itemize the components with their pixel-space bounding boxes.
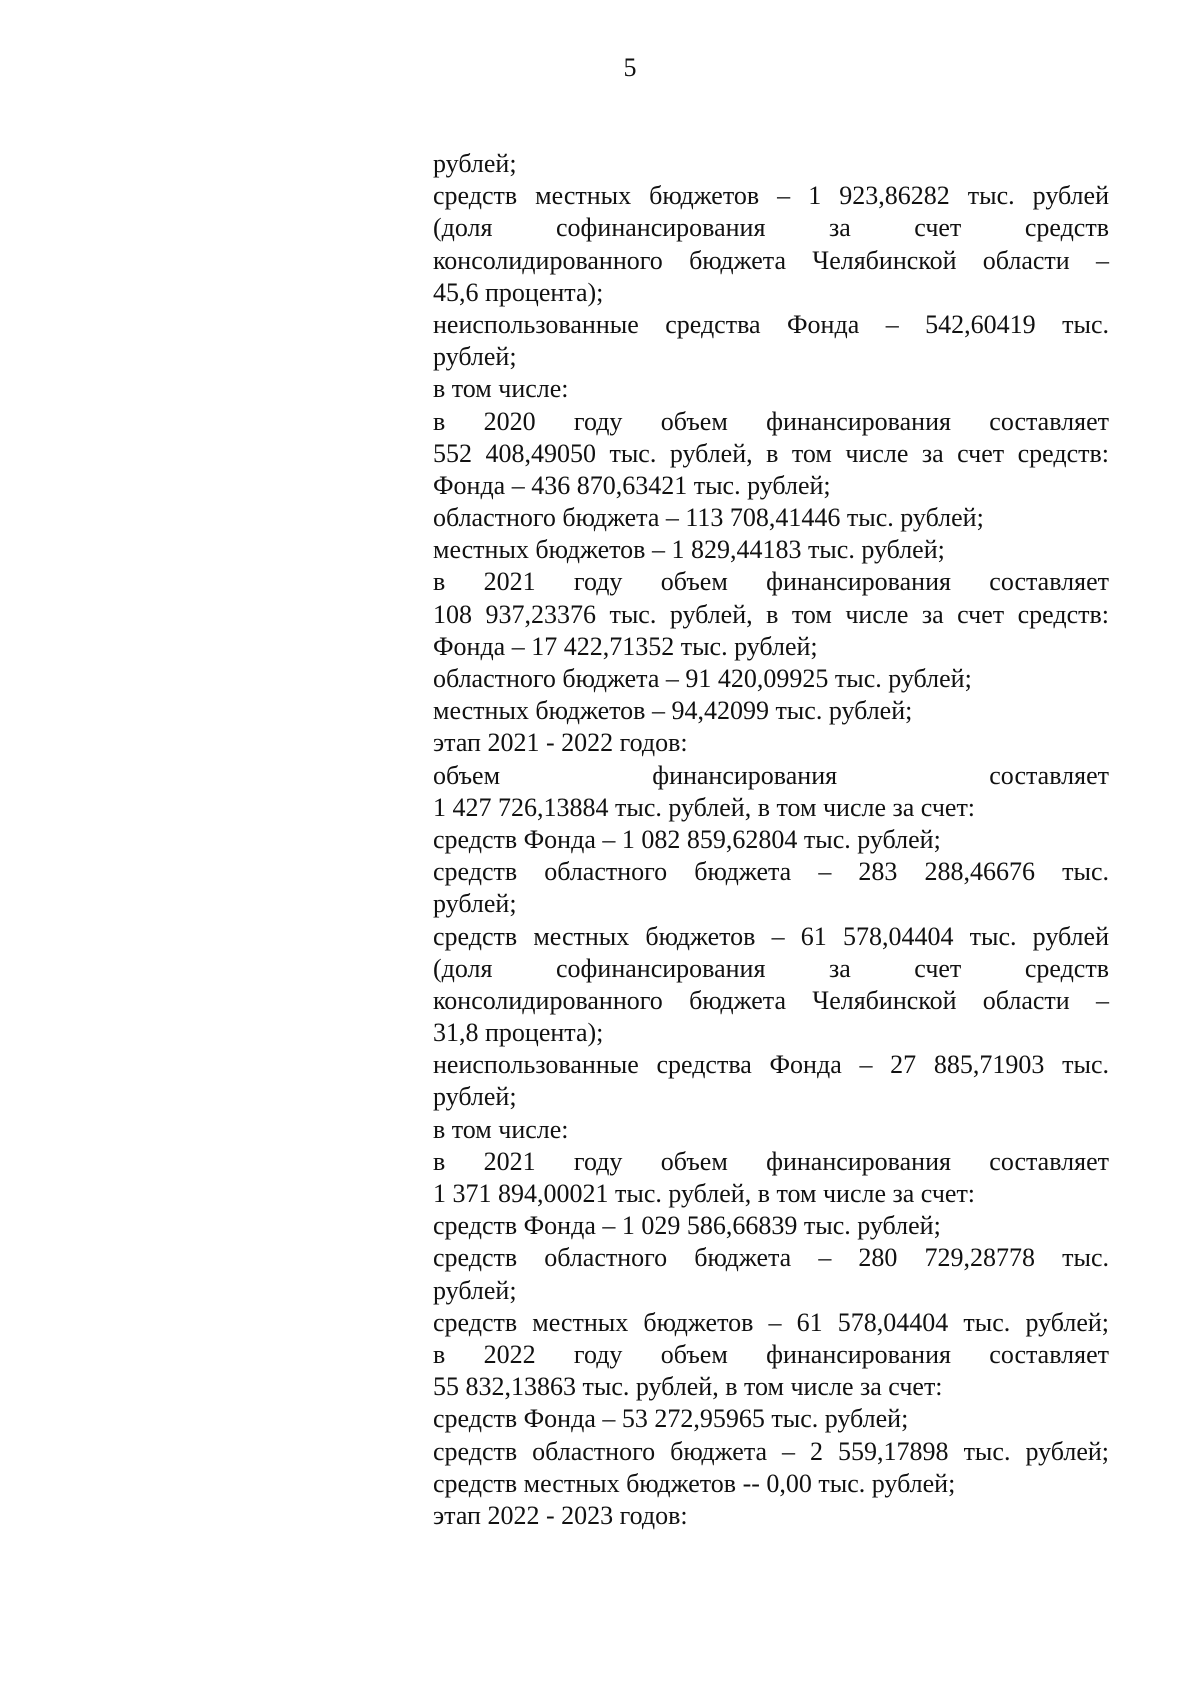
text-line: 1 427 726,13884 тыс. рублей, в том числе за счет: <box>433 792 976 822</box>
text-line: рублей; <box>433 889 517 919</box>
text-line: в том числе: <box>433 374 569 404</box>
page-number: 5 <box>623 53 637 82</box>
text-line: этап 2022 - 2023 годов: <box>433 1500 688 1530</box>
text-line: в 2020 году объем финансирования составляет <box>433 406 1109 436</box>
text-line: консолидированного бюджета Челябинской области – <box>433 245 1109 275</box>
text-line: рублей; <box>433 149 517 178</box>
text-line: 55 832,13863 тыс. рублей, в том числе за счет: <box>433 1372 943 1402</box>
text-line: 45,6 процента); <box>433 277 604 307</box>
text-line: средств Фонда – 53 272,95965 тыс. рублей; <box>433 1404 909 1434</box>
text-line: в 2021 году объем финансирования составляет <box>433 1146 1109 1176</box>
text-line: средств областного бюджета – 283 288,46676 тыс. <box>433 857 1109 887</box>
text-line: местных бюджетов – 1 829,44183 тыс. рублей; <box>433 535 945 565</box>
text-line: Фонда – 17 422,71352 тыс. рублей; <box>433 631 818 661</box>
text-line: средств областного бюджета – 280 729,28778 тыс. <box>433 1243 1109 1273</box>
text-line: средств Фонда – 1 029 586,66839 тыс. рублей; <box>433 1211 941 1241</box>
text-line: консолидированного бюджета Челябинской области – <box>433 985 1109 1015</box>
text-line: неиспользованные средства Фонда – 542,60419 тыс. <box>433 309 1109 339</box>
text-line: местных бюджетов – 94,42099 тыс. рублей; <box>433 696 913 726</box>
text-line: неиспользованные средства Фонда – 27 885,71903 тыс. <box>433 1050 1109 1080</box>
text-line: Фонда – 436 870,63421 тыс. рублей; <box>433 470 831 500</box>
text-line: 31,8 процента); <box>433 1018 604 1048</box>
text-line: средств местных бюджетов – 1 923,86282 тыс. рублей <box>433 181 1109 211</box>
text-line: объем финансирования составляет <box>433 760 1109 790</box>
text-line: средств областного бюджета – 2 559,17898 тыс. рублей; <box>433 1436 1109 1466</box>
text-line: рублей; <box>433 342 517 372</box>
text-line: 108 937,23376 тыс. рублей, в том числе за счет средств: <box>433 599 1109 629</box>
text-line: рублей; <box>433 1275 517 1305</box>
document-body <box>433 148 1109 1532</box>
text-line: областного бюджета – 91 420,09925 тыс. рублей; <box>433 664 972 693</box>
text-line: этап 2021 - 2022 годов: <box>433 728 688 758</box>
text-line: областного бюджета – 113 708,41446 тыс. рублей; <box>433 503 984 533</box>
text-line: в 2022 году объем финансирования составляет <box>433 1339 1109 1369</box>
text-line: средств местных бюджетов -- 0,00 тыс. рублей; <box>433 1468 956 1498</box>
text-line: средств Фонда – 1 082 859,62804 тыс. рублей; <box>433 824 941 854</box>
text-line: 552 408,49050 тыс. рублей, в том числе за счет средств: <box>433 438 1109 468</box>
text-line: в 2021 году объем финансирования составляет <box>433 567 1109 597</box>
text-line: рублей; <box>433 1082 517 1112</box>
text-line: (доля софинансирования за счет средств <box>433 953 1109 983</box>
text-line: в том числе: <box>433 1114 569 1144</box>
text-line: 1 371 894,00021 тыс. рублей, в том числе за счет: <box>433 1179 976 1208</box>
text-line: (доля софинансирования за счет средств <box>433 213 1109 243</box>
text-line: средств местных бюджетов – 61 578,04404 тыс. рублей <box>433 921 1109 951</box>
text-line: средств местных бюджетов – 61 578,04404 тыс. рублей; <box>433 1307 1109 1337</box>
